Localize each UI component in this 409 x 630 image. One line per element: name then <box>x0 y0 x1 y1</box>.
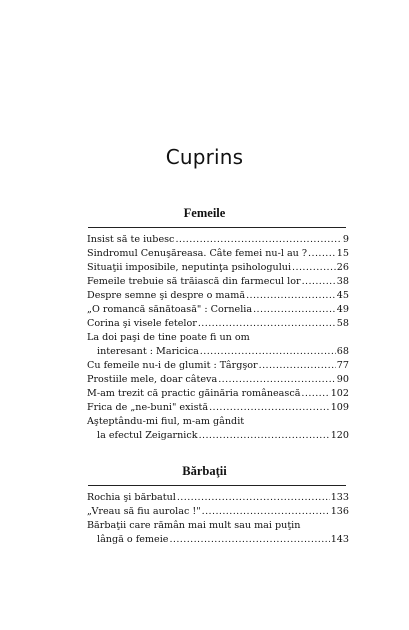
toc-entry: „Vreau să fiu aurolac !" ..... 136 <box>87 505 349 519</box>
toc-entry: La doi paşi de tine poate fi un om interesant : Maricica ..... 68 <box>87 331 349 359</box>
toc-section-barbatii <box>87 491 349 547</box>
toc-entry: „O romancă sănătoasă" : Cornelia ..... 49 <box>87 303 349 317</box>
section-rule-femeile <box>88 227 346 228</box>
page-title: Cuprins <box>165 145 244 169</box>
toc-entry: Bărbaţii care rămân mai mult sau mai puţin lângă o femeie ..... 143 <box>87 519 349 547</box>
toc-entry: Cu femeile nu-i de glumit : Târgşor ..... 77 <box>87 359 349 373</box>
toc-entry: Femeile trebuie să trăiască din farmecul lor ..... 38 <box>87 275 349 289</box>
toc-entry: Aşteptându-mi fiul, m-am gândit la efectul Zeigarnick ..... 120 <box>87 415 349 443</box>
toc-entry: Situaţii imposibile, neputinţa psihologului ..... 26 <box>87 261 349 275</box>
toc-entry: Frica de „ne-buni" există ..... 109 <box>87 401 349 415</box>
toc-entry: Despre semne şi despre o mamă ..... 45 <box>87 289 349 303</box>
toc-section-femeile <box>87 233 349 443</box>
toc-entry: Insist să te iubesc ..... 9 <box>87 233 349 247</box>
section-heading-barbatii: Bărbaţii <box>182 464 227 478</box>
toc-entry: Rochia şi bărbatul ..... 133 <box>87 491 349 505</box>
toc-entry: Sindromul Cenuşăreasa. Câte femei nu-l au ? ..... 15 <box>87 247 349 261</box>
section-rule-barbatii <box>88 485 346 486</box>
toc-entry: Prostiile mele, doar câteva ..... 90 <box>87 373 349 387</box>
section-heading-femeile: Femeile <box>183 206 226 220</box>
toc-entry: Corina şi visele fetelor ..... 58 <box>87 317 349 331</box>
toc-entry: M-am trezit că practic găinăria românească ..... 102 <box>87 387 349 401</box>
